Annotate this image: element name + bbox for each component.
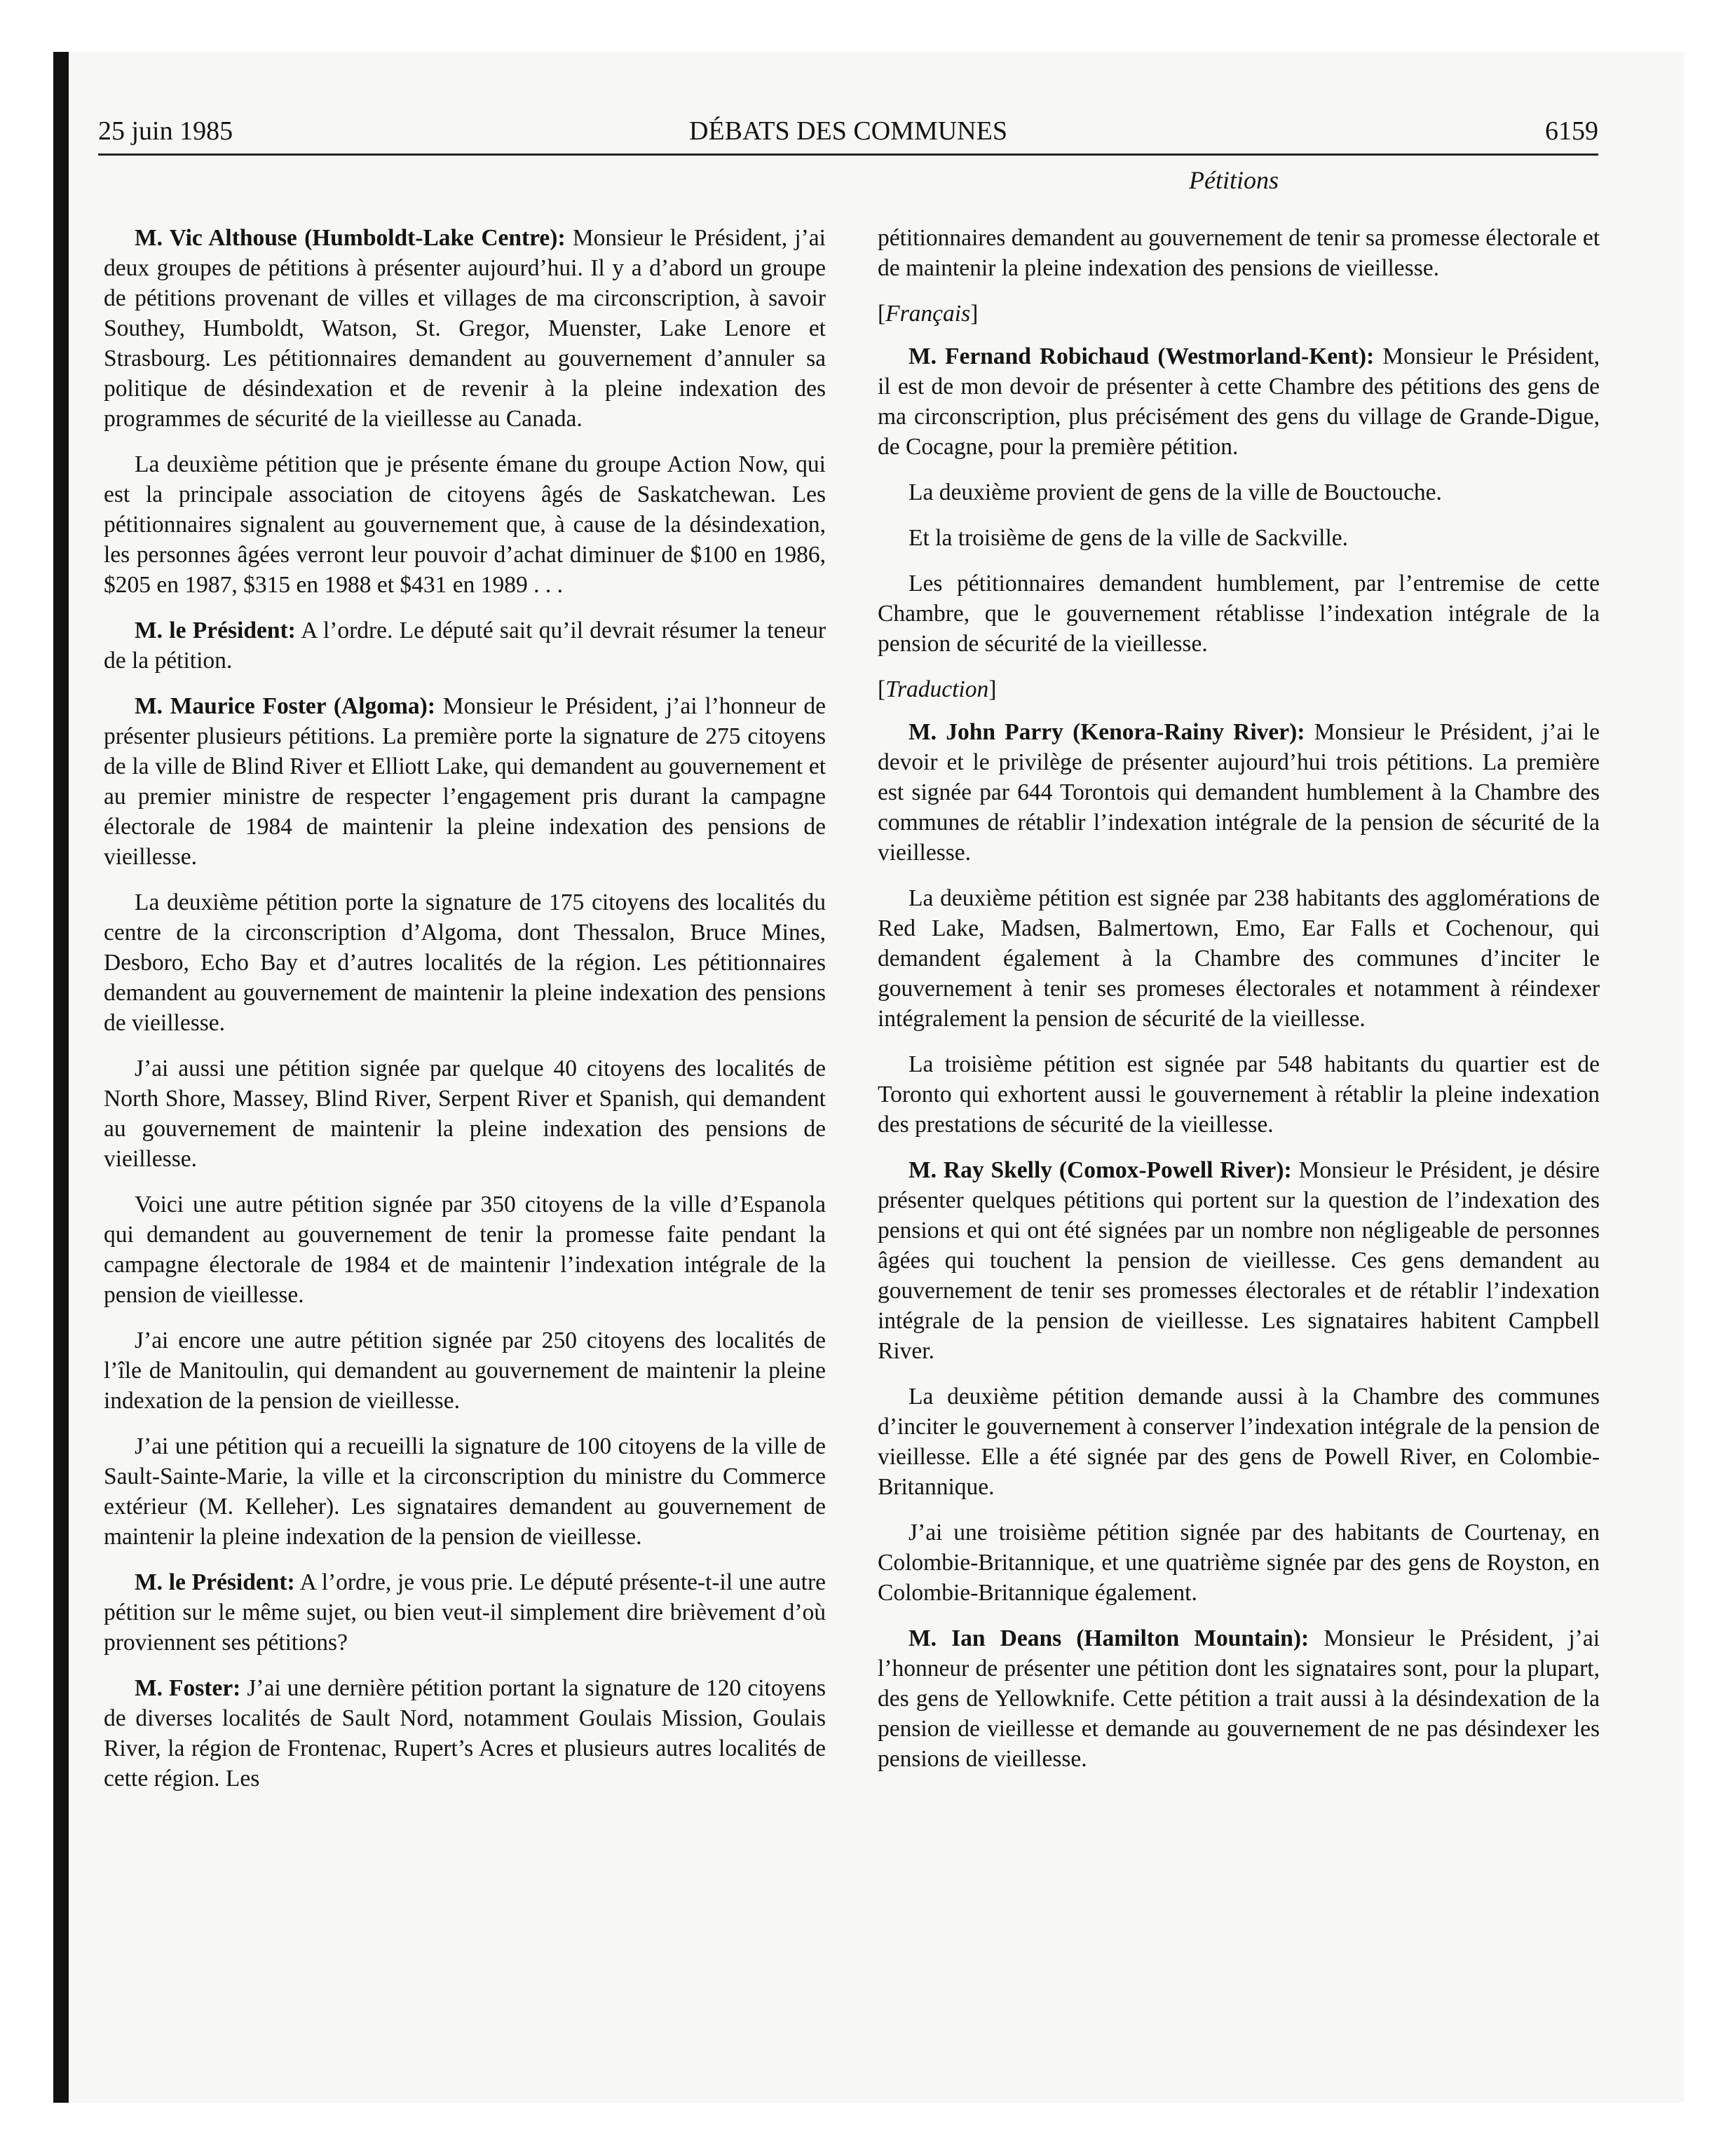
scan-edge — [53, 52, 69, 2103]
speaker-name: M. Vic Althouse (Humboldt-Lake Centre): — [135, 225, 566, 251]
paragraph: La deuxième pétition demande aussi à la Chambre des communes d’inciter le gouvernement à conserver l’indexation intégrale de la pension de vieillesse. Elle a été signée par des gens de Powell River, en Colombie-Britannique. — [878, 1384, 1600, 1500]
paragraph: J’ai encore une autre pétition signée par 250 citoyens des localités de l’île de Manitoulin, qui demandent au gouvernement de maintenir la pleine indexation de la pension de vieillesse. — [104, 1328, 826, 1414]
paragraph: La deuxième provient de gens de la ville de Bouctouche. — [909, 479, 1442, 505]
speaker-name: M. le Président: — [135, 618, 296, 643]
paragraph: M. Ian Deans (Hamilton Mountain): Monsieur le Président, j’ai l’honneur de présenter une pétition dont les signataires sont, pour la plupart, des gens de Yellowknife. Cette pétition a trait aussi à la désindexation de la pension de vieillesse et demande au gouvernement de ne pas désindexer les pensions de vieillesse. — [878, 1625, 1600, 1772]
header-title: DÉBATS DES COMMUNES — [689, 116, 1007, 146]
paragraph: M. Maurice Foster (Algoma): Monsieur le Président, j’ai l’honneur de présenter plusieurs pétitions. La première porte la signature de 275 citoyens de la ville de Blind River et Elliott Lake, qui demandent au gouvernement et au premier ministre de respecter l’engagement pris durant la campagne électorale de 1984 de maintenir la pleine indexation des pensions de vieillesse. — [104, 693, 826, 870]
paragraph: M. Vic Althouse (Humboldt-Lake Centre): Monsieur le Président, j’ai deux groupes de pétitions à présenter aujourd’hui. Il y a d’abord un groupe de pétitions provenant de villes et villages de ma circonscription, à savoir Southey, Humboldt, Watson, St. Gregor, Muenster, Lake Lenore et Strasbourg. Les pétitionnaires demandent au gouvernement d’annuler sa politique de désindexation et de revenir à la pleine indexation des programmes de sécurité de la vieillesse au Canada. — [104, 225, 826, 432]
paragraph: La deuxième pétition que je présente émane du groupe Action Now, qui est la principale association de citoyens âgés de Saskatchewan. Les pétitionnaires signalent au gouvernement que, à cause de la désindexation, les personnes âgées verront leur pouvoir d’achat diminuer de $100 en 1986, $205 en 1987, $315 en 1988 et $431 en 1989 . . . — [104, 451, 826, 598]
language-rubric: [Français] — [878, 301, 979, 327]
header-rule — [98, 153, 1598, 156]
paragraph: M. le Président: A l’ordre, je vous prie. Le député présente-t-il une autre pétition sur le même sujet, ou bien veut-il simplement dire brièvement d’où proviennent ses pétitions? — [104, 1569, 826, 1656]
right-column — [878, 223, 1600, 1789]
paragraph: M. Foster: J’ai une dernière pétition portant la signature de 120 citoyens de diverses localités de Sault Nord, notamment Goulais Mission, Goulais River, la région de Frontenac, Rupert’s Acres et plusieurs autres localités de cette région. Les — [104, 1675, 826, 1792]
paragraph: J’ai une pétition qui a recueilli la signature de 100 citoyens de la ville de Sault-Sainte-Marie, la ville et la circonscription du ministre du Commerce extérieur (M. Kelleher). Les signataires demandent au gouvernement de maintenir la pleine indexation de la pension de vieillesse. — [104, 1433, 826, 1550]
paragraph: La deuxième pétition est signée par 238 habitants des agglomérations de Red Lake, Madsen, Balmertown, Emo, Ear Falls et Cochenour, qui demandent également à la Chambre des communes d’inciter le gouvernement à tenir ses promeses électorales et notamment à réindexer intégralement la pension de sécurité de la vieillesse. — [878, 885, 1600, 1032]
speaker-name: M. Foster: — [135, 1675, 241, 1701]
speaker-name: M. Maurice Foster (Algoma): — [135, 693, 435, 719]
left-column — [104, 223, 826, 1809]
paragraph: M. Fernand Robichaud (Westmorland-Kent): Monsieur le Président, il est de mon devoir de présenter à cette Chambre des pétitions des gens de ma circonscription, plus précisément des gens du village de Grande-Digue, de Cocagne, pour la première pétition. — [878, 343, 1600, 460]
paragraph: M. John Parry (Kenora-Rainy River): Monsieur le Président, j’ai le devoir et le privilège de présenter aujourd’hui trois pétitions. La première est signée par 644 Torontois qui demandent humblement à la Chambre des communes de rétablir l’indexation intégrale de la pension de sécurité de la vieillesse. — [878, 719, 1600, 866]
paragraph: J’ai aussi une pétition signée par quelque 40 citoyens des localités de North Shore, Massey, Blind River, Serpent River et Spanish, qui demandent au gouvernement de maintenir la pleine indexation des pensions de vieillesse. — [104, 1056, 826, 1172]
speaker-name: M. John Parry (Kenora-Rainy River): — [909, 719, 1305, 745]
paragraph: La troisième pétition est signée par 548 habitants du quartier est de Toronto qui exhortent aussi le gouvernement à rétablir la pleine indexation des prestations de sécurité de la vieillesse. — [878, 1051, 1600, 1138]
paragraph: Et la troisième de gens de la ville de Sackville. — [909, 525, 1348, 551]
header-date: 25 juin 1985 — [98, 116, 233, 146]
header-page-number: 6159 — [1545, 116, 1598, 146]
paragraph: M. Ray Skelly (Comox-Powell River): Monsieur le Président, je désire présenter quelques pétitions qui portent sur la question de l’indexation des pensions et qui ont été signées par un nombre non négligeable de personnes âgées qui touchent la pension de vieillesse. Ces gens demandent au gouvernement de tenir ses promesses électorales et de rétablir l’indexation intégrale de la pension de vieillesse. Les signataires habitent Campbell River. — [878, 1157, 1600, 1364]
language-rubric: [Traduction] — [878, 676, 997, 702]
paragraph: La deuxième pétition porte la signature de 175 citoyens des localités du centre de la circonscription d’Algoma, dont Thessalon, Bruce Mines, Desboro, Echo Bay et d’autres localités de la région. Les pétitionnaires demandent au gouvernement de maintenir la pleine indexation des pensions de vieillesse. — [104, 889, 826, 1036]
speaker-name: M. Ian Deans (Hamilton Mountain): — [909, 1625, 1309, 1651]
paragraph: J’ai une troisième pétition signée par des habitants de Courtenay, en Colombie-Britannique, et une quatrième signée par des gens de Royston, en Colombie-Britannique également. — [878, 1520, 1600, 1606]
speaker-name: M. le Président: — [135, 1569, 295, 1595]
speaker-name: M. Fernand Robichaud (Westmorland-Kent): — [909, 343, 1375, 369]
paragraph: pétitionnaires demandent au gouvernement de tenir sa promesse électorale et de maintenir la pleine indexation des pensions de vieillesse. — [878, 225, 1600, 281]
paragraph: M. le Président: A l’ordre. Le député sait qu’il devrait résumer la teneur de la pétition. — [104, 618, 826, 674]
paragraph: Les pétitionnaires demandent humblement, par l’entremise de cette Chambre, que le gouvernement rétablisse l’indexation intégrale de la pension de sécurité de la vieillesse. — [878, 571, 1600, 657]
paragraph: Voici une autre pétition signée par 350 citoyens de la ville d’Espanola qui demandent au gouvernement de tenir la promesse faite pendant la campagne électorale de 1984 et de maintenir l’indexation intégrale de la pension de vieillesse. — [104, 1192, 826, 1308]
speaker-name: M. Ray Skelly (Comox-Powell River): — [909, 1157, 1292, 1183]
page-header — [98, 111, 1598, 151]
section-heading: Pétitions — [1189, 166, 1279, 194]
